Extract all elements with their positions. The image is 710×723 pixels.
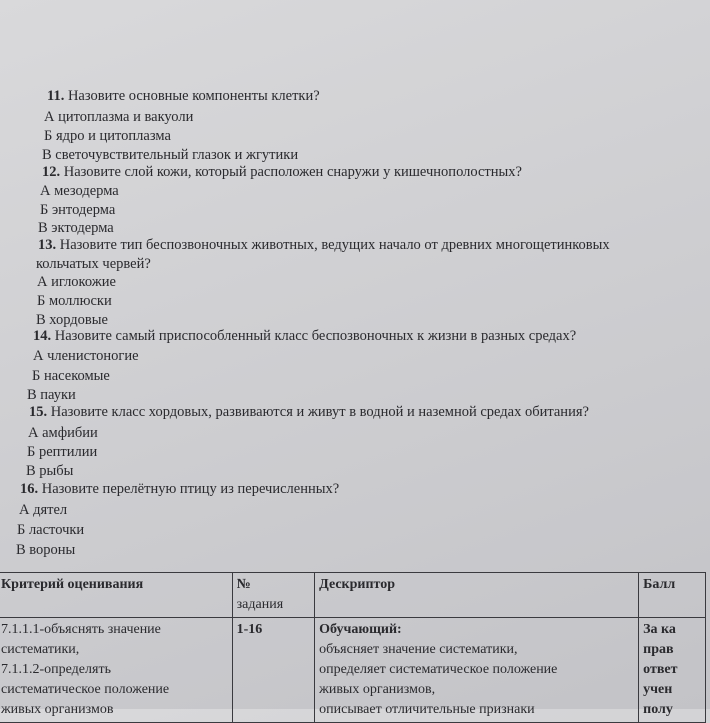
question-number: 14.	[33, 328, 52, 344]
criteria-line: 7.1.1.2-определять	[1, 662, 111, 677]
question-number: 13.	[38, 237, 57, 253]
question-13	[38, 236, 610, 254]
table-header-row	[0, 573, 706, 618]
criteria-table	[0, 572, 706, 723]
option-11-b: Б ядро и цитоплазма	[44, 128, 171, 144]
points-line: полу	[643, 702, 673, 717]
question-16	[20, 480, 339, 498]
descriptor-line: описывает отличительные признаки	[319, 702, 535, 717]
task-cell	[232, 618, 315, 723]
question-text: Назовите слой кожи, который расположен снаружи у кишечнополостных?	[63, 164, 522, 180]
criteria-line: 7.1.1.1-объяснять значение	[1, 622, 161, 637]
descriptor-cell	[315, 618, 639, 723]
question-number: 16.	[20, 481, 39, 497]
descriptor-line: определяет систематическое положение	[319, 662, 558, 677]
descriptor-line: живых организмов,	[319, 682, 436, 697]
question-14	[33, 327, 576, 345]
option-16-c: В вороны	[16, 542, 76, 558]
option-12-c: В эктодерма	[38, 220, 114, 236]
points-cell	[639, 618, 706, 723]
option-11-c: В светочувствительный глазок и жгутики	[42, 147, 299, 163]
table-row	[0, 618, 706, 723]
header-task: задания	[236, 597, 284, 612]
points-line: За ка	[643, 622, 676, 637]
points-line: учен	[643, 682, 673, 697]
option-13-c: В хордовые	[36, 312, 108, 328]
points-line: ответ	[643, 662, 678, 677]
question-number: 11.	[47, 88, 65, 104]
option-16-b: Б ласточки	[17, 522, 85, 538]
option-11-a: А цитоплазма и вакуоли	[44, 109, 194, 125]
question-number: 15.	[29, 404, 48, 420]
question-13-continued: кольчатых червей?	[36, 256, 151, 272]
points-line: прав	[643, 642, 674, 657]
criteria-line: систематики,	[1, 642, 80, 657]
question-text: Назовите основные компоненты клетки?	[67, 88, 320, 104]
option-14-b: Б насекомые	[32, 368, 110, 384]
option-14-c: В пауки	[27, 387, 76, 403]
option-15-a: А амфибии	[28, 425, 98, 441]
task-range: 1-16	[236, 622, 263, 637]
option-13-b: Б моллюски	[37, 293, 112, 309]
criteria-line: живых организмов	[1, 702, 114, 717]
question-text: Назовите самый приспособленный класс беспозвоночных к жизни в разных средах?	[54, 328, 577, 344]
criteria-cell	[0, 618, 232, 723]
question-number: 12.	[42, 164, 61, 180]
header-task-number	[232, 573, 315, 618]
header-number-sign: №	[236, 577, 251, 592]
question-15	[29, 403, 589, 421]
option-15-c: В рыбы	[26, 463, 74, 479]
question-12	[42, 163, 522, 181]
question-text: Назовите тип беспозвоночных животных, ведущих начало от древних многощетинковых	[59, 237, 610, 253]
option-16-a: А дятел	[19, 502, 68, 518]
descriptor-line: объясняет значение систематики,	[319, 642, 518, 657]
header-points: Балл	[639, 573, 706, 618]
descriptor-title: Обучающий:	[319, 622, 402, 637]
header-criteria: Критерий оценивания	[0, 573, 232, 618]
option-13-a: А иглокожие	[37, 274, 116, 290]
option-12-a: А мезодерма	[40, 183, 119, 199]
question-11	[47, 87, 320, 105]
option-14-a: А членистоногие	[33, 348, 139, 364]
question-text: Назовите класс хордовых, развиваются и живут в водной и наземной средах обитания?	[50, 404, 589, 420]
header-descriptor: Дескриптор	[315, 573, 639, 618]
criteria-line: систематическое положение	[1, 682, 170, 697]
option-15-b: Б рептилии	[27, 444, 98, 460]
question-text: Назовите перелётную птицу из перечисленных?	[41, 481, 340, 497]
option-12-b: Б энтодерма	[40, 202, 116, 218]
